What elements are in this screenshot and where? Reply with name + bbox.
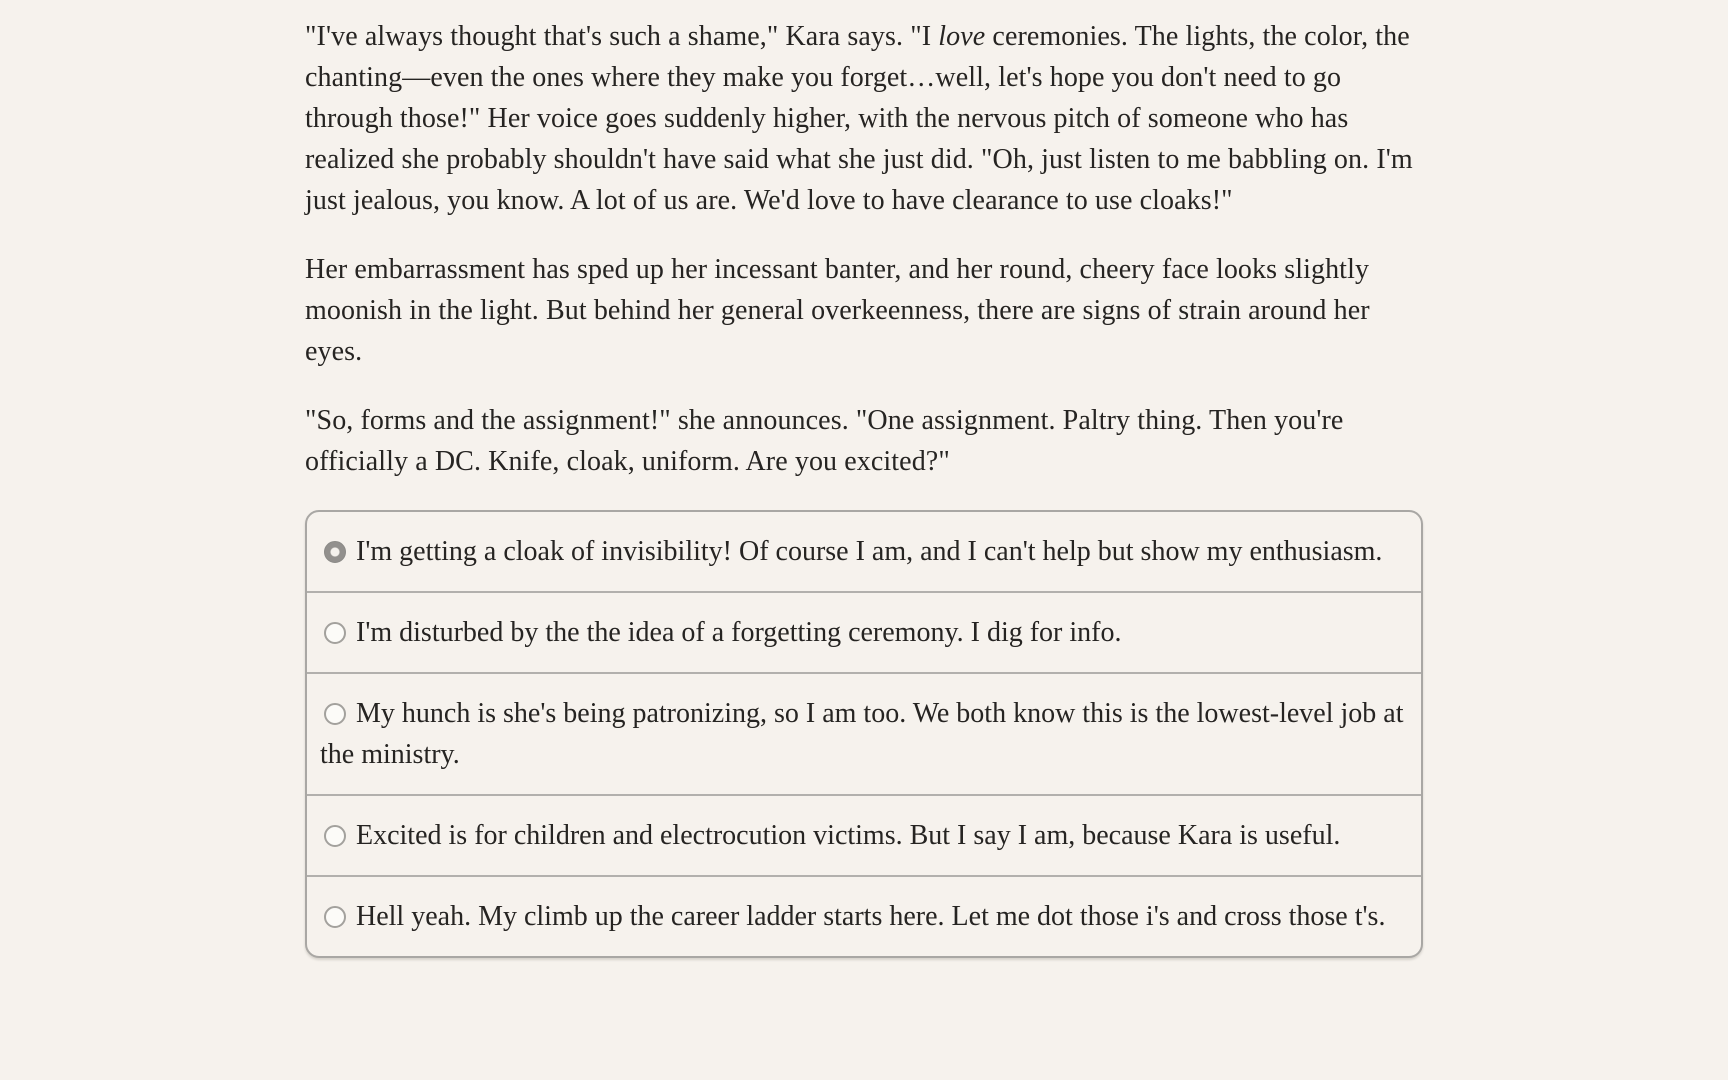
story-page — [305, 0, 1423, 958]
choice-option-label: Hell yeah. My climb up the career ladder starts here. Let me dot those i's and cross those t's. — [356, 901, 1386, 932]
story-paragraph: "So, forms and the assignment!" she announces. "One assignment. Paltry thing. Then you're officially a DC. Knife, cloak, uniform. Are you excited?" — [305, 405, 1344, 477]
paragraph-text: ceremonies. The lights, the color, the chanting—even the ones where they make you forget…well, let's hope you don't need to go through those!" Her voice goes suddenly higher, with the nervous pitch of someone who has realized she probably shouldn't have said what she just did. "Oh, just listen to me babbling on. I'm just jealous, you know. A lot of us are. We'd love to have clearance to use cloaks!" — [305, 21, 1413, 216]
choice-option-1[interactable] — [307, 512, 1421, 591]
story-paragraph — [305, 16, 1423, 221]
radio-button-icon[interactable] — [324, 825, 346, 847]
story-paragraph: Her embarrassment has sped up her incessant banter, and her round, cheery face looks slightly moonish in the light. But behind her general overkeenness, there are signs of strain around her eyes. — [305, 254, 1370, 367]
choice-option-label: Excited is for children and electrocution victims. But I say I am, because Kara is useful. — [356, 820, 1341, 851]
paragraph-text: "I've always thought that's such a shame," Kara says. "I — [305, 21, 939, 52]
choice-option-label: My hunch is she's being patronizing, so I am too. We both know this is the lowest-level job at the ministry. — [320, 698, 1404, 770]
choice-list — [305, 510, 1423, 958]
choice-option-4[interactable] — [307, 794, 1421, 875]
radio-button-icon[interactable] — [324, 703, 346, 725]
story-text — [305, 16, 1423, 482]
radio-button-icon[interactable] — [324, 906, 346, 928]
choice-option-label: I'm disturbed by the the idea of a forgetting ceremony. I dig for info. — [356, 617, 1122, 648]
radio-button-icon[interactable] — [324, 541, 346, 563]
choice-option-5[interactable] — [307, 875, 1421, 956]
italic-emphasis: love — [938, 21, 986, 52]
radio-button-icon[interactable] — [324, 622, 346, 644]
choice-option-3[interactable] — [307, 672, 1421, 794]
choice-option-2[interactable] — [307, 591, 1421, 672]
choice-option-label: I'm getting a cloak of invisibility! Of course I am, and I can't help but show my enthusiasm. — [356, 536, 1383, 567]
